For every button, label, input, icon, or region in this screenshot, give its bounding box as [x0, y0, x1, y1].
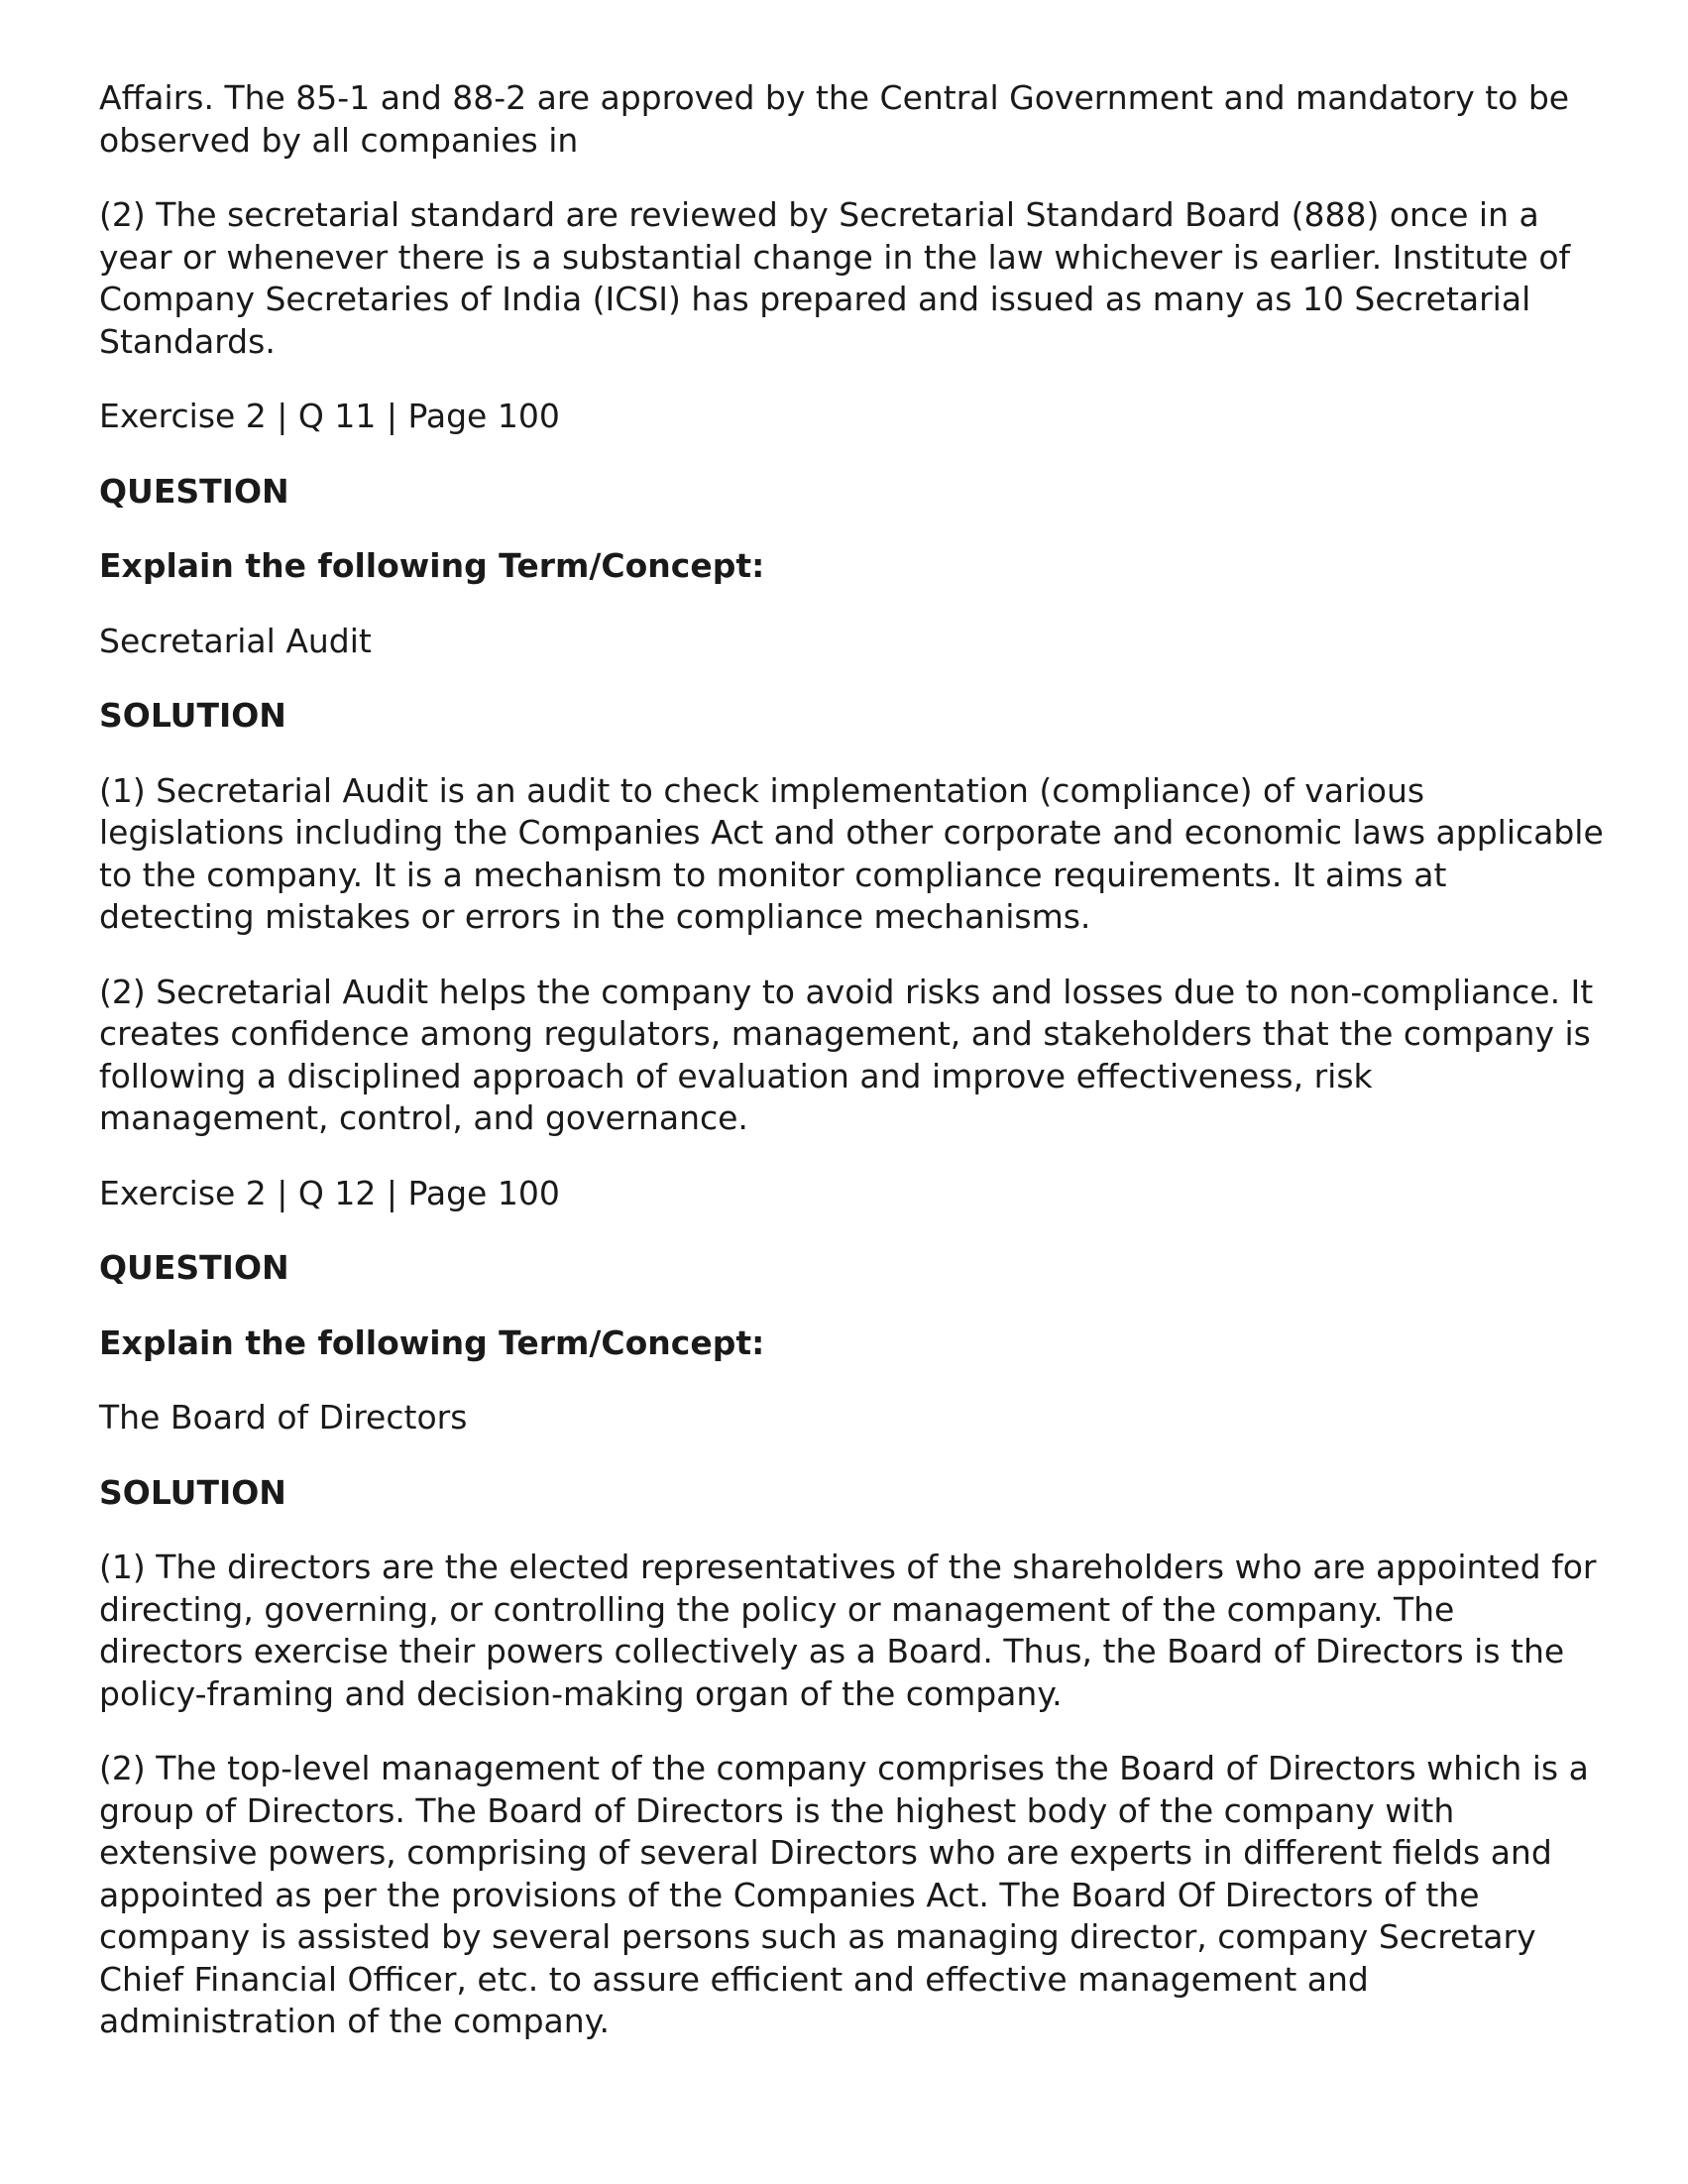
document-page: [99, 77, 1606, 2076]
solution-paragraph-q12-1: (1) The directors are the elected representatives of the shareholders who are appointed for directing, governing, or controlling the policy or management of the company. The directors exercise their powers collectively as a Board. Thus, the Board of Directors is the policy-framing and decision-making organ of the company.: [99, 1548, 1597, 1713]
solution-paragraph-q12-2: (2) The top-level management of the company comprises the Board of Directors which is a group of Directors. The Board of Directors is the highest body of the company with extensive powers, comprising of several Directors who are experts in different fields and appointed as per the provisions of the Companies Act. The Board Of Directors of the company is assisted by several persons such as managing director, company Secretary Chief Financial Officer, etc. to assure efficient and effective management and administration of the company.: [99, 1749, 1589, 2040]
question-heading-q11: QUESTION: [99, 471, 289, 511]
question-term-q11: Secretarial Audit: [99, 621, 372, 660]
exercise-reference-q12: Exercise 2 | Q 12 | Page 100: [99, 1173, 560, 1212]
solution-heading-q11: SOLUTION: [99, 696, 286, 735]
question-prompt-q11: Explain the following Term/Concept:: [99, 546, 765, 585]
solution-paragraph-q11-2: (2) Secretarial Audit helps the company to avoid risks and losses due to non-compliance. It creates confidence among regulators, management, and stakeholders that the company is following a disciplined approach of evaluation and improve effectiveness, risk management, control, and governance.: [99, 972, 1594, 1137]
question-prompt-q12: Explain the following Term/Concept:: [99, 1322, 765, 1362]
solution-paragraph-q11-1: (1) Secretarial Audit is an audit to check implementation (compliance) of various legislations including the Companies Act and other corporate and economic laws applicable to the company. It is a mechanism to monitor compliance requirements. It aims at detecting mistakes or errors in the compliance mechanisms.: [99, 770, 1604, 936]
paragraph-secretarial-standards-review: (2) The secretarial standard are reviewed by Secretarial Standard Board (888) once in a year or whenever there is a substantial change in the law whichever is earlier. Institute of Company Secretaries of India (ICSI) has prepared and issued as many as 10 Secretarial Standards.: [99, 195, 1571, 361]
solution-heading-q12: SOLUTION: [99, 1472, 286, 1512]
paragraph-affairs-continuation: Affairs. The 85-1 and 88-2 are approved by the Central Government and mandatory to be observed by all companies in: [99, 78, 1570, 160]
question-term-q12: The Board of Directors: [99, 1398, 468, 1437]
question-heading-q12: QUESTION: [99, 1248, 289, 1287]
exercise-reference-q11: Exercise 2 | Q 11 | Page 100: [99, 397, 560, 435]
